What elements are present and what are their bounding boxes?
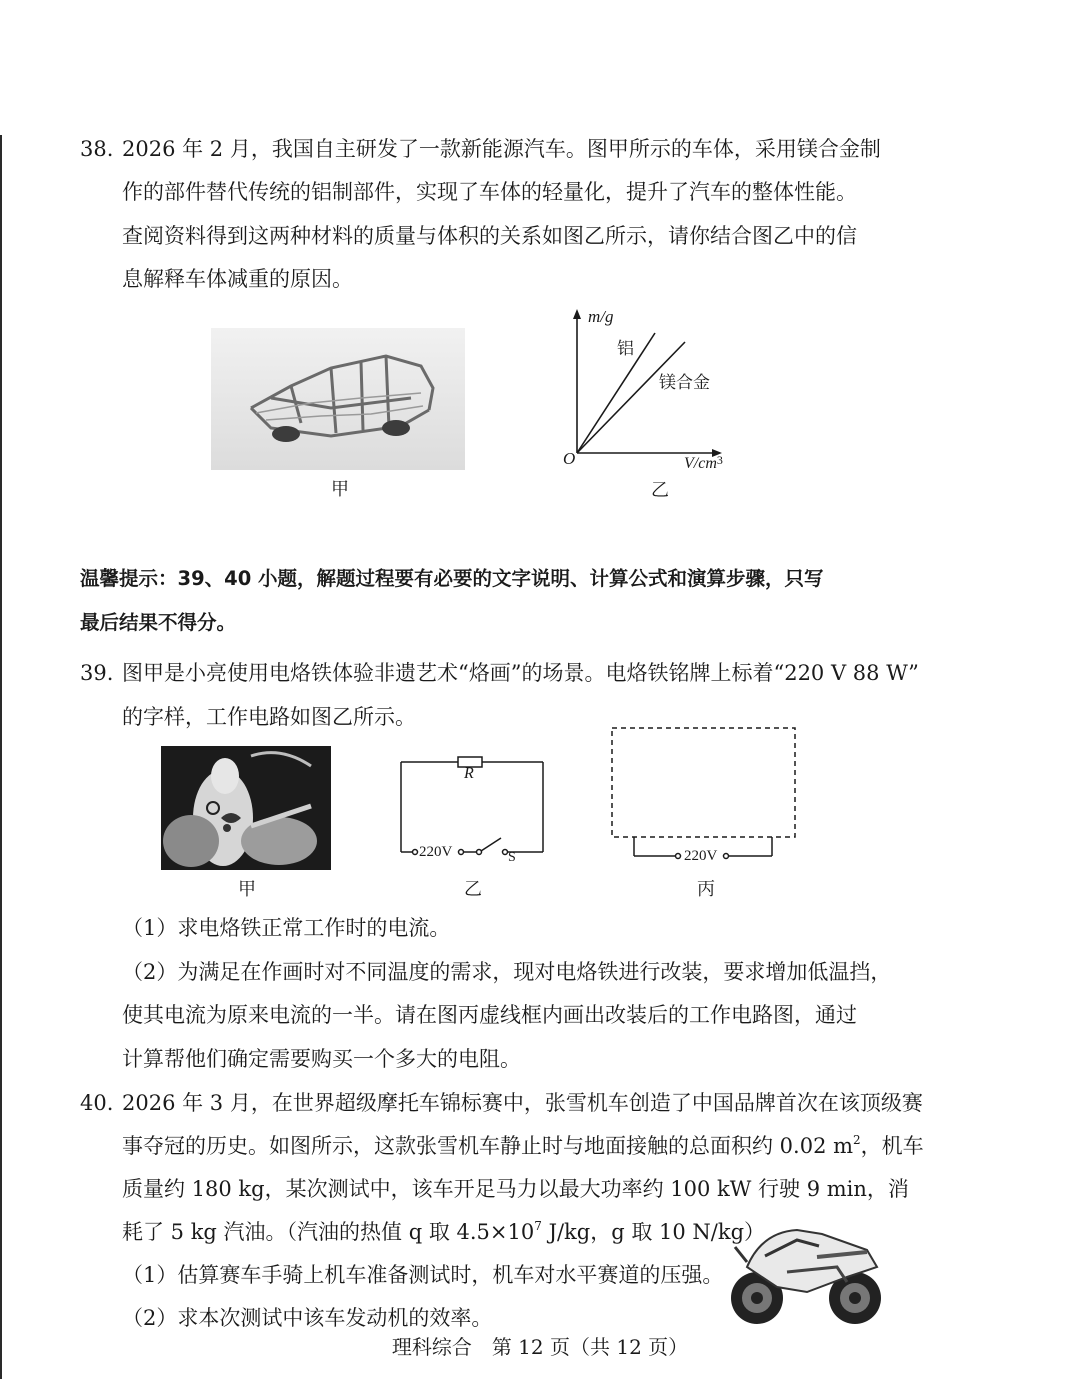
page-edge-line [0,135,2,1379]
resistor-label: R [464,765,474,782]
q40-text-line: 质量约 180 kg，某次测试中，该车开足马力以最大功率约 100 kW 行驶 9 min，消 [122,1177,909,1201]
q38-text-line: 作的部件替代传统的铝制部件，实现了车体的轻量化，提升了汽车的整体性能。 [122,180,857,204]
q39-fig-a-caption: 甲 [238,879,256,900]
q39-sub1: （1）求电烙铁正常工作时的电流。 [122,916,451,940]
q39-sub2-line: 使其电流为原来电流的一半。请在图丙虚线框内画出改装后的工作电路图，通过 [122,1003,857,1027]
q39-number: 39. [80,661,114,685]
aluminum-line [577,333,655,453]
q38-fig-b-caption: 乙 [651,480,669,501]
q40-text-line: 事夺冠的历史。如图所示，这款张雪机车静止时与地面接触的总面积约 0.02 $m^2$，机车 [122,1133,924,1158]
q40-sub2: （2）求本次测试中该车发动机的效率。 [122,1306,493,1330]
tip-text-line: 温馨提示：39、40 小题，解题过程要有必要的文字说明、计算公式和演算步骤，只写 [80,567,824,590]
q39-fig-b-caption: 乙 [464,879,482,900]
dashed-box [612,728,795,837]
q38-number: 38. [80,137,114,161]
q38-text-line: 2026 年 2 月，我国自主研发了一款新能源汽车。图甲所示的车体，采用镁合金制 [122,137,881,161]
q40-text-line: 耗了 5 kg 汽油。（汽油的热值 q 取 $4.5\times 10^7$ J/kg，g 取 10 N/kg） [122,1219,766,1244]
q39-text-line: 图甲是小亮使用电烙铁体验非遗艺术“烙画”的场景。电烙铁铭牌上标着“220 V 88 W” [122,661,919,685]
x-axis-label: $V/cm^3$ [684,453,723,472]
origin-label: O [563,449,576,468]
q40-sub1: （1）估算赛车手骑上机车准备测试时，机车对水平赛道的压强。 [122,1263,724,1287]
q39-sub2-line: （2）为满足在作画时对不同温度的需求，现对电烙铁进行改装，要求增加低温挡， [122,960,892,984]
q38-fig-a-caption: 甲 [331,479,349,500]
y-axis-label: m/g [588,307,614,326]
magnesium-alloy-line-label: 镁合金 [659,373,710,393]
voltage-label: 220V [684,848,718,864]
pyrography-photo [161,746,331,870]
page-footer: 理科综合 第 12 页（共 12 页） [391,1335,689,1359]
q39-text-line: 的字样，工作电路如图乙所示。 [122,705,416,729]
q39-sub2-line: 计算帮他们确定需要购买一个多大的电阻。 [122,1047,521,1071]
aluminum-line-label: 铝 [617,339,634,359]
circuit-c-diagram [610,726,800,862]
q38-text-line: 查阅资料得到这两种材料的质量与体积的关系如图乙所示，请你结合图乙中的信 [122,224,857,248]
q40-number: 40. [80,1091,114,1115]
tip-text-line: 最后结果不得分。 [80,611,237,634]
voltage-label: 220V [419,844,453,860]
motorcycle-photo [727,1212,887,1330]
q39-fig-c-caption: 丙 [697,879,715,900]
y-axis-arrow [573,309,581,319]
q40-text-line: 2026 年 3 月，在世界超级摩托车锦标赛中，张雪机车创造了中国品牌首次在该顶级赛 [122,1091,923,1115]
car-body-photo [211,328,465,470]
switch-blade [481,838,501,851]
switch-label: S [508,850,516,865]
q38-text-line: 息解释车体减重的原因。 [122,267,353,291]
